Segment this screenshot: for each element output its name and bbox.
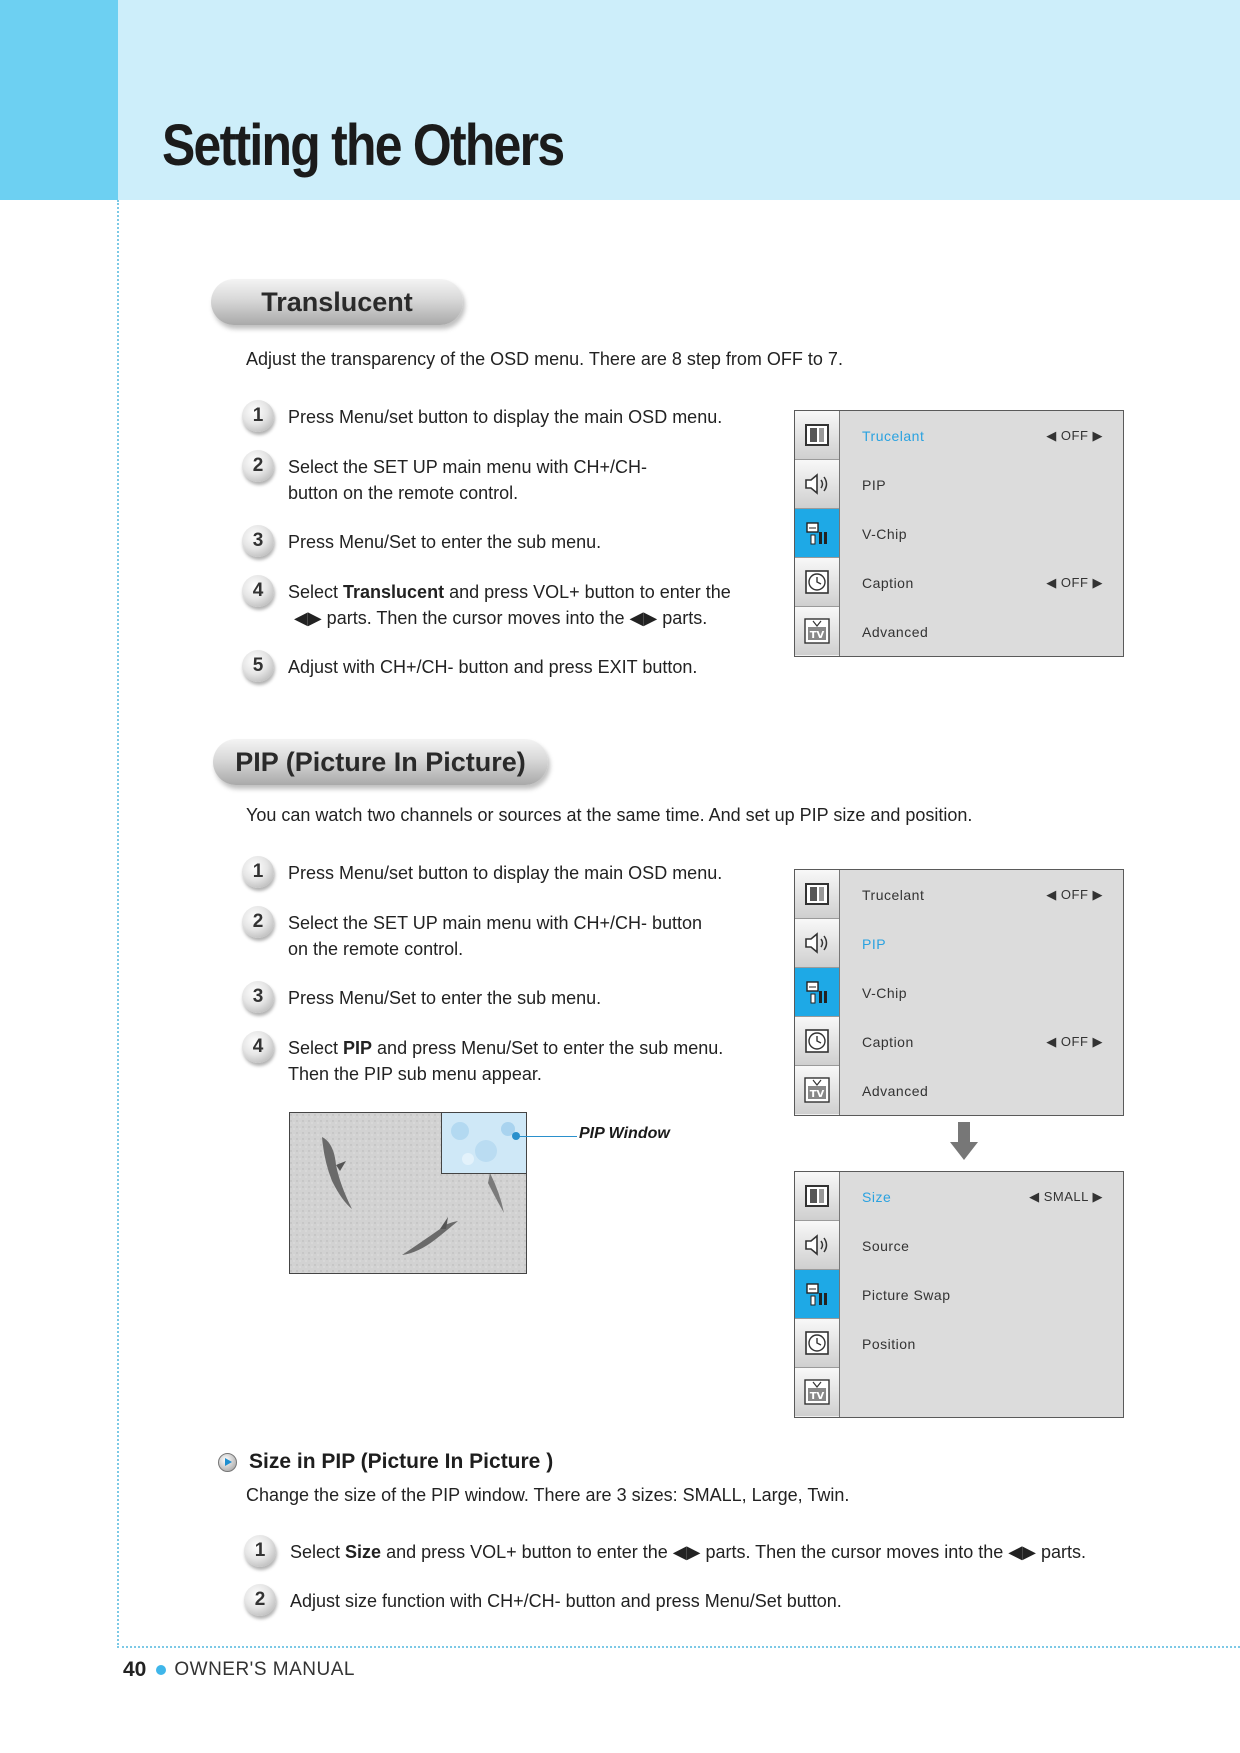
step-text-line-2: button on the remote control. [288, 483, 519, 503]
osd-row-label: Caption [862, 574, 914, 591]
pip-step-3 [242, 985, 601, 1013]
osd-row-label: V-Chip [862, 525, 908, 542]
step-text-pre: Select [288, 582, 344, 602]
step-text: Press Menu/set button to display the main OSD menu. [288, 407, 723, 427]
footer-label: OWNER'S MANUAL [174, 1659, 355, 1680]
osd-row-pip[interactable] [840, 460, 1123, 509]
step-text: Press Menu/Set to enter the sub menu. [288, 532, 602, 552]
setup-tools-icon [795, 1270, 839, 1319]
osd-row-vchip[interactable] [840, 968, 1123, 1017]
osd-row-value: ◀ SMALL ▶ [1029, 1188, 1103, 1204]
osd-row-value: ◀ OFF ▶ [1046, 427, 1103, 443]
translucent-intro: Adjust the transparency of the OSD menu. There are 8 step from OFF to 7. [246, 349, 843, 369]
osd-row-label: Source [862, 1237, 910, 1254]
svg-text:TV: TV [809, 1391, 825, 1402]
osd-menu-pip-sub [794, 1171, 1124, 1418]
header-tab [0, 0, 118, 200]
osd-row-label: Trucelant [862, 886, 925, 903]
sound-icon [795, 460, 839, 509]
osd-row-value: ◀ OFF ▶ [1046, 574, 1103, 590]
step-text-line-2: Then the PIP sub menu appear. [288, 1064, 542, 1084]
osd-row-label: Advanced [862, 1082, 929, 1099]
osd-row-label: Picture Swap [862, 1286, 951, 1303]
osd-row-advanced[interactable] [840, 607, 1123, 656]
step-text-line-1: Select the SET UP main menu with CH+/CH- [288, 457, 647, 477]
osd-row-label: Position [862, 1335, 916, 1352]
osd-row-label: Caption [862, 1033, 914, 1050]
svg-text:TV: TV [809, 630, 825, 641]
step-number: 1 [244, 1535, 276, 1567]
play-bullet-icon [218, 1453, 237, 1472]
translucent-step-3 [242, 529, 601, 557]
translucent-step-5 [242, 654, 697, 682]
osd-icon-column [795, 1172, 840, 1417]
osd-row-trucelant[interactable] [840, 411, 1123, 460]
osd-row-picture-swap[interactable] [840, 1270, 1123, 1319]
step-text-line-2: ◀▶ parts. Then the cursor moves into the ◀▶ parts. [294, 608, 708, 628]
step-number: 1 [242, 856, 274, 888]
step-text-line-1: Select the SET UP main menu with CH+/CH- button [288, 913, 703, 933]
pip-window-image [441, 1112, 527, 1174]
osd-row-caption[interactable] [840, 1017, 1123, 1066]
clock-icon [795, 1017, 839, 1066]
setup-tools-icon [795, 968, 839, 1017]
osd-menu-setup [794, 869, 1124, 1116]
osd-menu-translucent [794, 410, 1124, 657]
pip-step-4 [242, 1035, 723, 1087]
step-text: Press Menu/Set to enter the sub menu. [288, 988, 602, 1008]
footer-dot-icon [156, 1665, 166, 1675]
picture-icon [795, 411, 839, 460]
step-text-line-2: on the remote control. [288, 939, 464, 959]
step-text-post: and press VOL+ button to enter the ◀▶ parts. Then the cursor moves into the ◀▶ parts. [381, 1542, 1086, 1562]
pip-heading: PIP (Picture In Picture) [213, 739, 548, 785]
translucent-step-1 [242, 404, 722, 432]
clock-icon [795, 1319, 839, 1368]
pip-step-2 [242, 910, 702, 962]
osd-row-size[interactable] [840, 1172, 1123, 1221]
page-footer [123, 1658, 355, 1682]
step-text: Adjust with CH+/CH- button and press EXIT button. [288, 657, 698, 677]
osd-icon-column [795, 411, 840, 656]
tv-icon [795, 1066, 839, 1114]
step-number: 1 [242, 400, 274, 432]
osd-row-label: Size [862, 1188, 892, 1205]
svg-text:TV: TV [809, 1089, 825, 1100]
pip-window-label: PIP Window [579, 1125, 670, 1142]
step-text-post: and press VOL+ button to enter the [444, 582, 731, 602]
osd-row-source[interactable] [840, 1221, 1123, 1270]
sound-icon [795, 919, 839, 968]
pip-callout-line [517, 1136, 577, 1137]
pip-step-1 [242, 860, 722, 888]
sound-icon [795, 1221, 839, 1270]
step-number: 3 [242, 525, 274, 557]
osd-row-trucelant[interactable] [840, 870, 1123, 919]
step-number: 2 [242, 450, 274, 482]
step-number: 5 [242, 650, 274, 682]
size-heading [218, 1450, 553, 1474]
tv-icon [795, 1368, 839, 1416]
step-number: 4 [242, 1031, 274, 1063]
size-heading-text: Size in PIP (Picture In Picture ) [249, 1450, 554, 1473]
picture-icon [795, 870, 839, 919]
left-guide-line [117, 200, 119, 1648]
step-text-bold: Size [345, 1542, 382, 1562]
step-text-pre: Select [288, 1038, 344, 1058]
step-text-pre: Select [290, 1542, 346, 1562]
tv-icon [795, 607, 839, 655]
pip-intro: You can watch two channels or sources at the same time. And set up PIP size and position. [246, 805, 973, 825]
pip-callout-dot [512, 1132, 520, 1140]
osd-row-pip[interactable] [840, 919, 1123, 968]
size-intro: Change the size of the PIP window. There are 3 sizes: SMALL, Large, Twin. [246, 1485, 850, 1505]
size-step-1 [244, 1539, 1086, 1567]
clock-icon [795, 558, 839, 607]
osd-row-vchip[interactable] [840, 509, 1123, 558]
step-text: Press Menu/set button to display the main OSD menu. [288, 863, 723, 883]
osd-row-caption[interactable] [840, 558, 1123, 607]
osd-row-value: ◀ OFF ▶ [1046, 886, 1103, 902]
osd-row-label: Advanced [862, 623, 929, 640]
osd-row-label: Trucelant [862, 427, 925, 444]
picture-icon [795, 1172, 839, 1221]
translucent-heading: Translucent [211, 279, 463, 325]
osd-row-label: PIP [862, 476, 887, 493]
step-number: 2 [242, 906, 274, 938]
arrow-down-icon [948, 1122, 980, 1167]
step-text-bold: PIP [343, 1038, 373, 1058]
osd-row-advanced[interactable] [840, 1066, 1123, 1115]
bottom-guide-line [117, 1646, 1240, 1648]
osd-row-position[interactable] [840, 1319, 1123, 1368]
osd-row-value: ◀ OFF ▶ [1046, 1033, 1103, 1049]
step-text-bold: Translucent [343, 582, 445, 602]
translucent-step-4 [242, 579, 731, 631]
osd-icon-column [795, 870, 840, 1115]
setup-tools-icon [795, 509, 839, 558]
page-number: 40 [123, 1658, 147, 1681]
step-number: 2 [244, 1584, 276, 1616]
osd-row-label: PIP [862, 935, 887, 952]
page-title: Setting the Others [162, 113, 564, 178]
step-number: 4 [242, 575, 274, 607]
step-text: Adjust size function with CH+/CH- button and press Menu/Set button. [290, 1591, 842, 1611]
step-number: 3 [242, 981, 274, 1013]
translucent-step-2 [242, 454, 647, 506]
size-step-2 [244, 1588, 842, 1616]
step-text-post: and press Menu/Set to enter the sub menu. [372, 1038, 724, 1058]
osd-row-label: V-Chip [862, 984, 908, 1001]
